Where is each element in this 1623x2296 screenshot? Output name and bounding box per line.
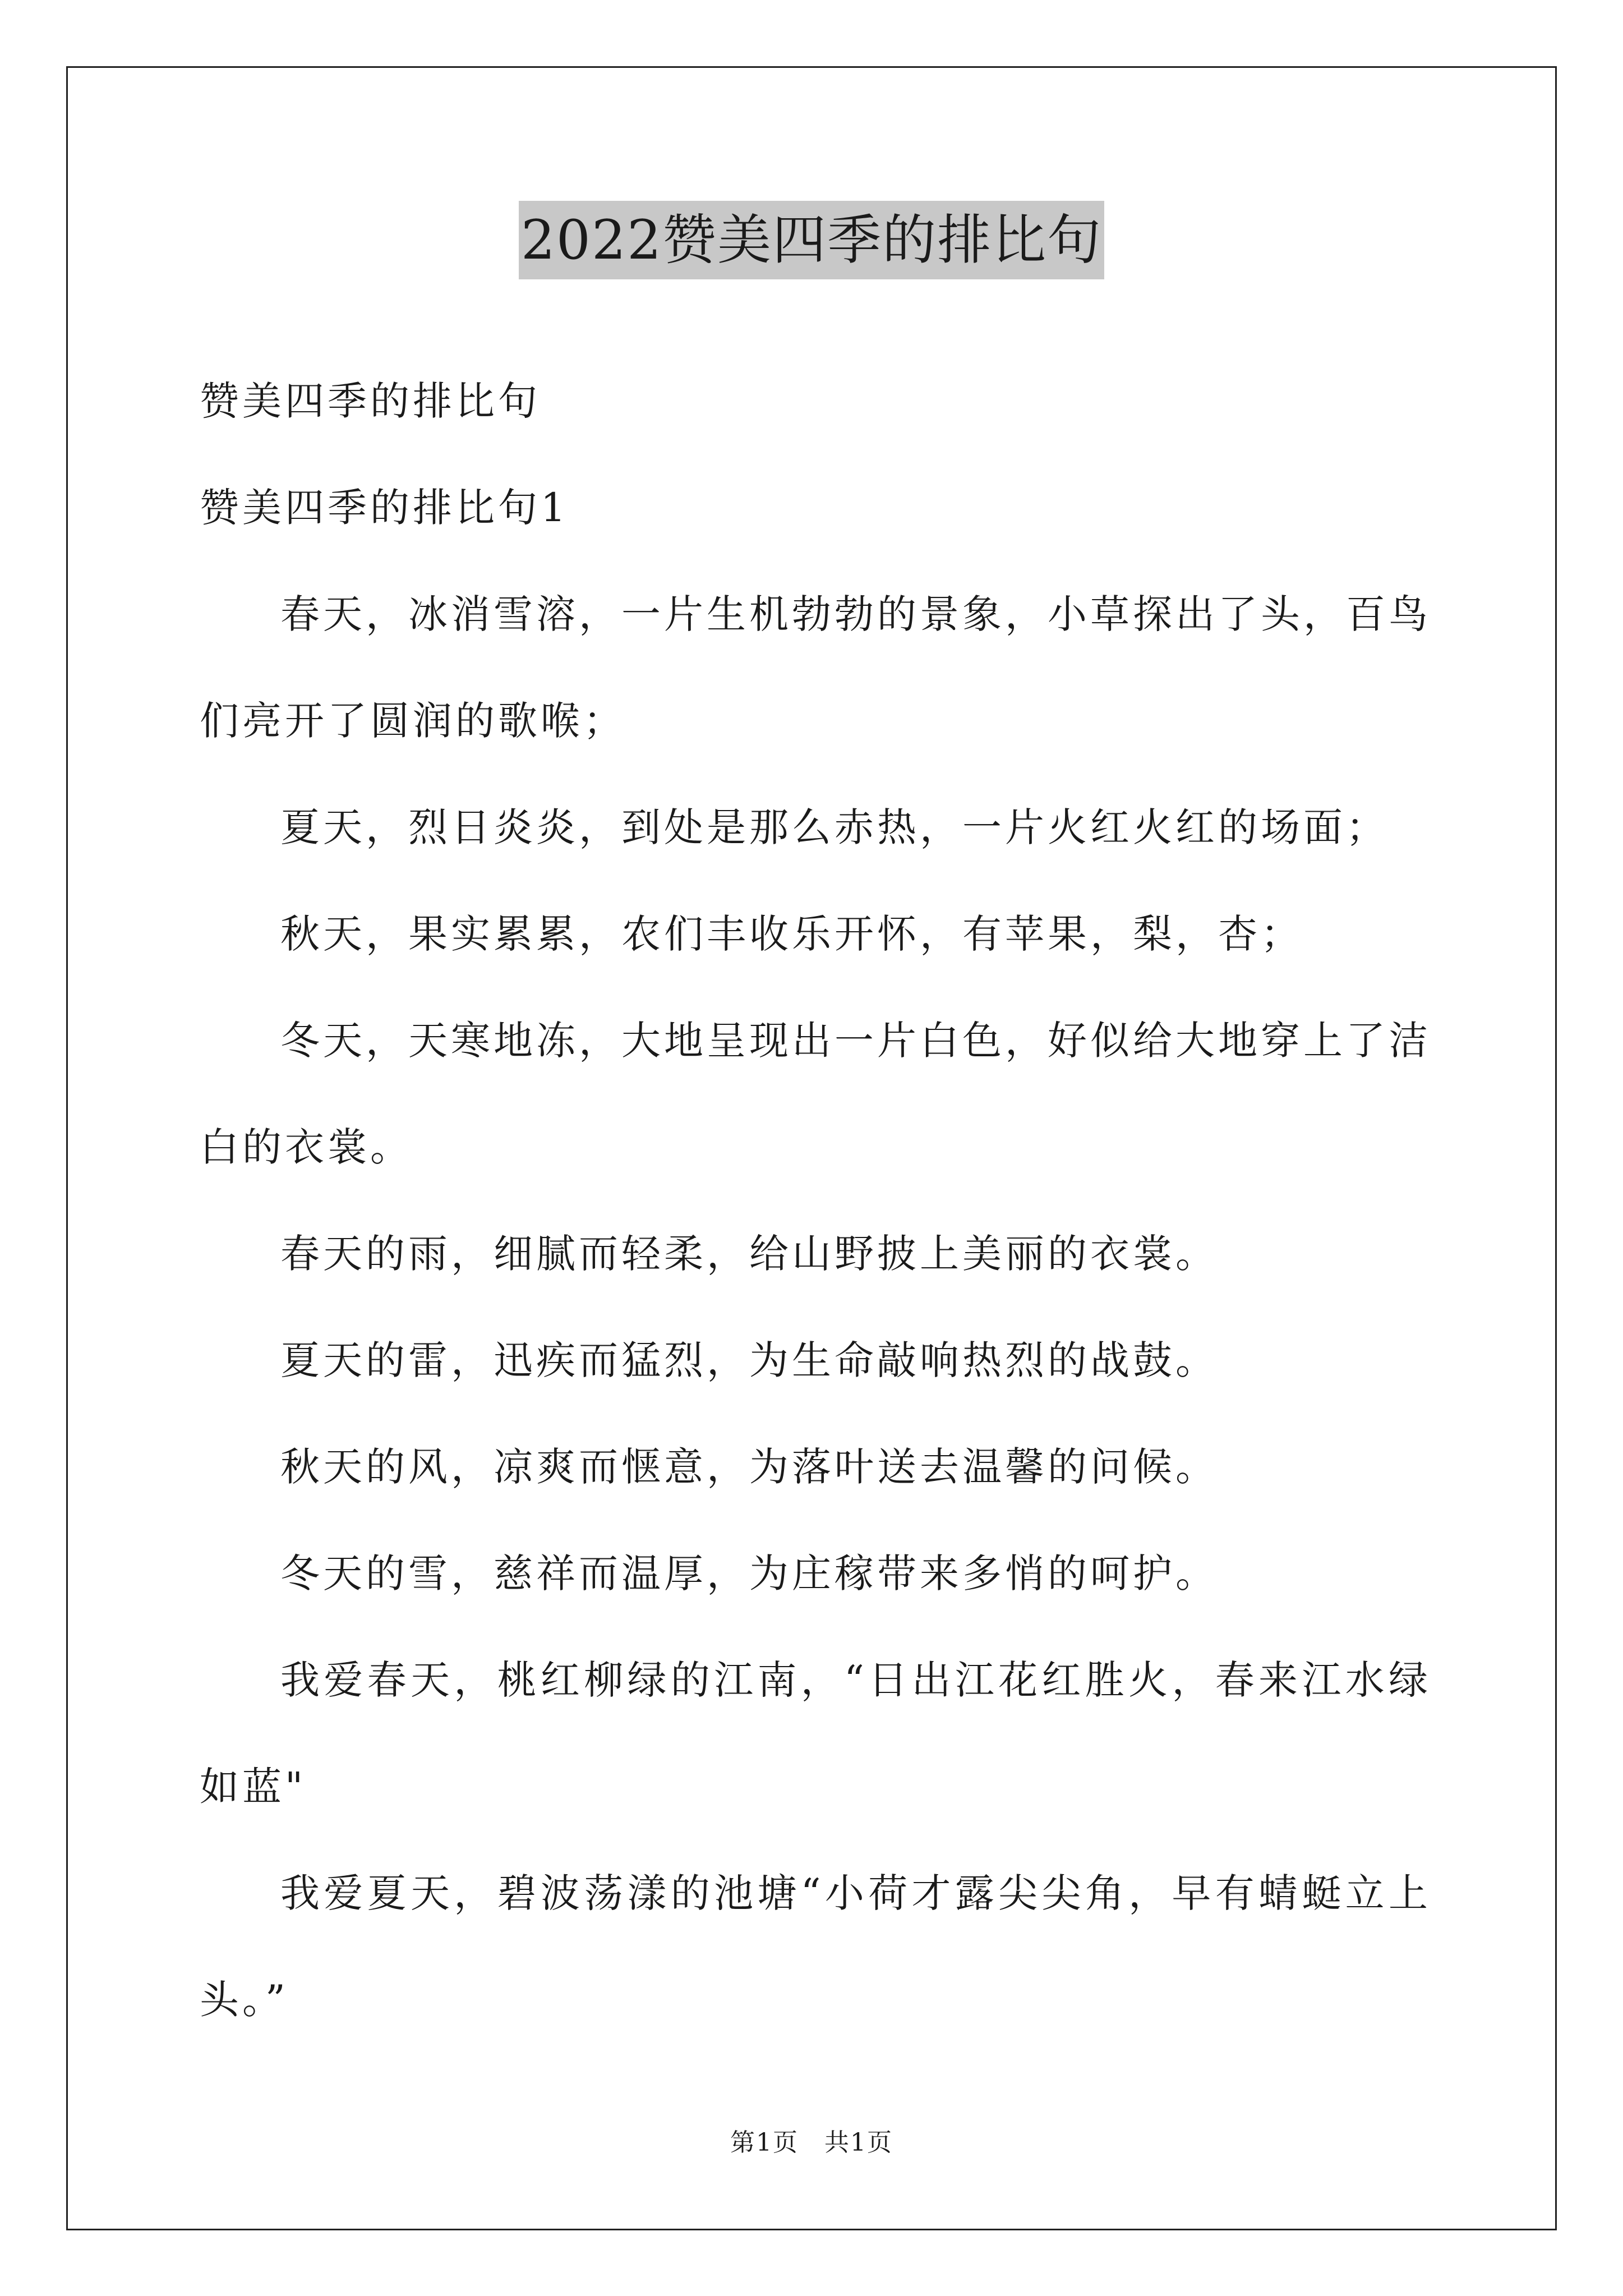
paragraph: 夏天的雷，迅疾而猛烈，为生命敲响热烈的战鼓。 — [280, 1337, 1218, 1383]
document-body — [200, 348, 1431, 2053]
paragraph: 春天，冰消雪溶，一片生机勃勃的景象，小草探出了头，百鸟们亮开了圆润的歌喉； — [200, 591, 1431, 744]
paragraph: 我爱夏天，碧波荡漾的池塘“小荷才露尖尖角，早有蜻蜓立上头。” — [200, 1870, 1431, 2023]
paragraph: 我爱春天，桃红柳绿的江南，“日出江花红胜火，春来江水绿如蓝" — [200, 1657, 1431, 1810]
paragraph: 秋天，果实累累，农们丰收乐开怀，有苹果，梨，杏； — [280, 911, 1303, 957]
document-title: 2022赞美四季的排比句 — [519, 201, 1104, 279]
paragraph: 春天的雨，细腻而轻柔，给山野披上美丽的衣裳。 — [280, 1231, 1218, 1277]
paragraph: 冬天的雪，慈祥而温厚，为庄稼带来多悄的呵护。 — [280, 1550, 1218, 1596]
paragraph: 夏天，烈日炎炎，到处是那么赤热，一片火红火红的场面； — [280, 804, 1389, 850]
paragraph: 秋天的风，凉爽而惬意，为落叶送去温馨的问候。 — [280, 1444, 1218, 1490]
section-heading: 赞美四季的排比句1 — [200, 485, 569, 531]
document-subtitle: 赞美四季的排比句 — [200, 378, 541, 424]
paragraph: 冬天，天寒地冻，大地呈现出一片白色，好似给大地穿上了洁白的衣裳。 — [200, 1018, 1431, 1170]
title-container — [0, 201, 1623, 279]
page-footer: 第1页 共1页 — [730, 2128, 893, 2157]
